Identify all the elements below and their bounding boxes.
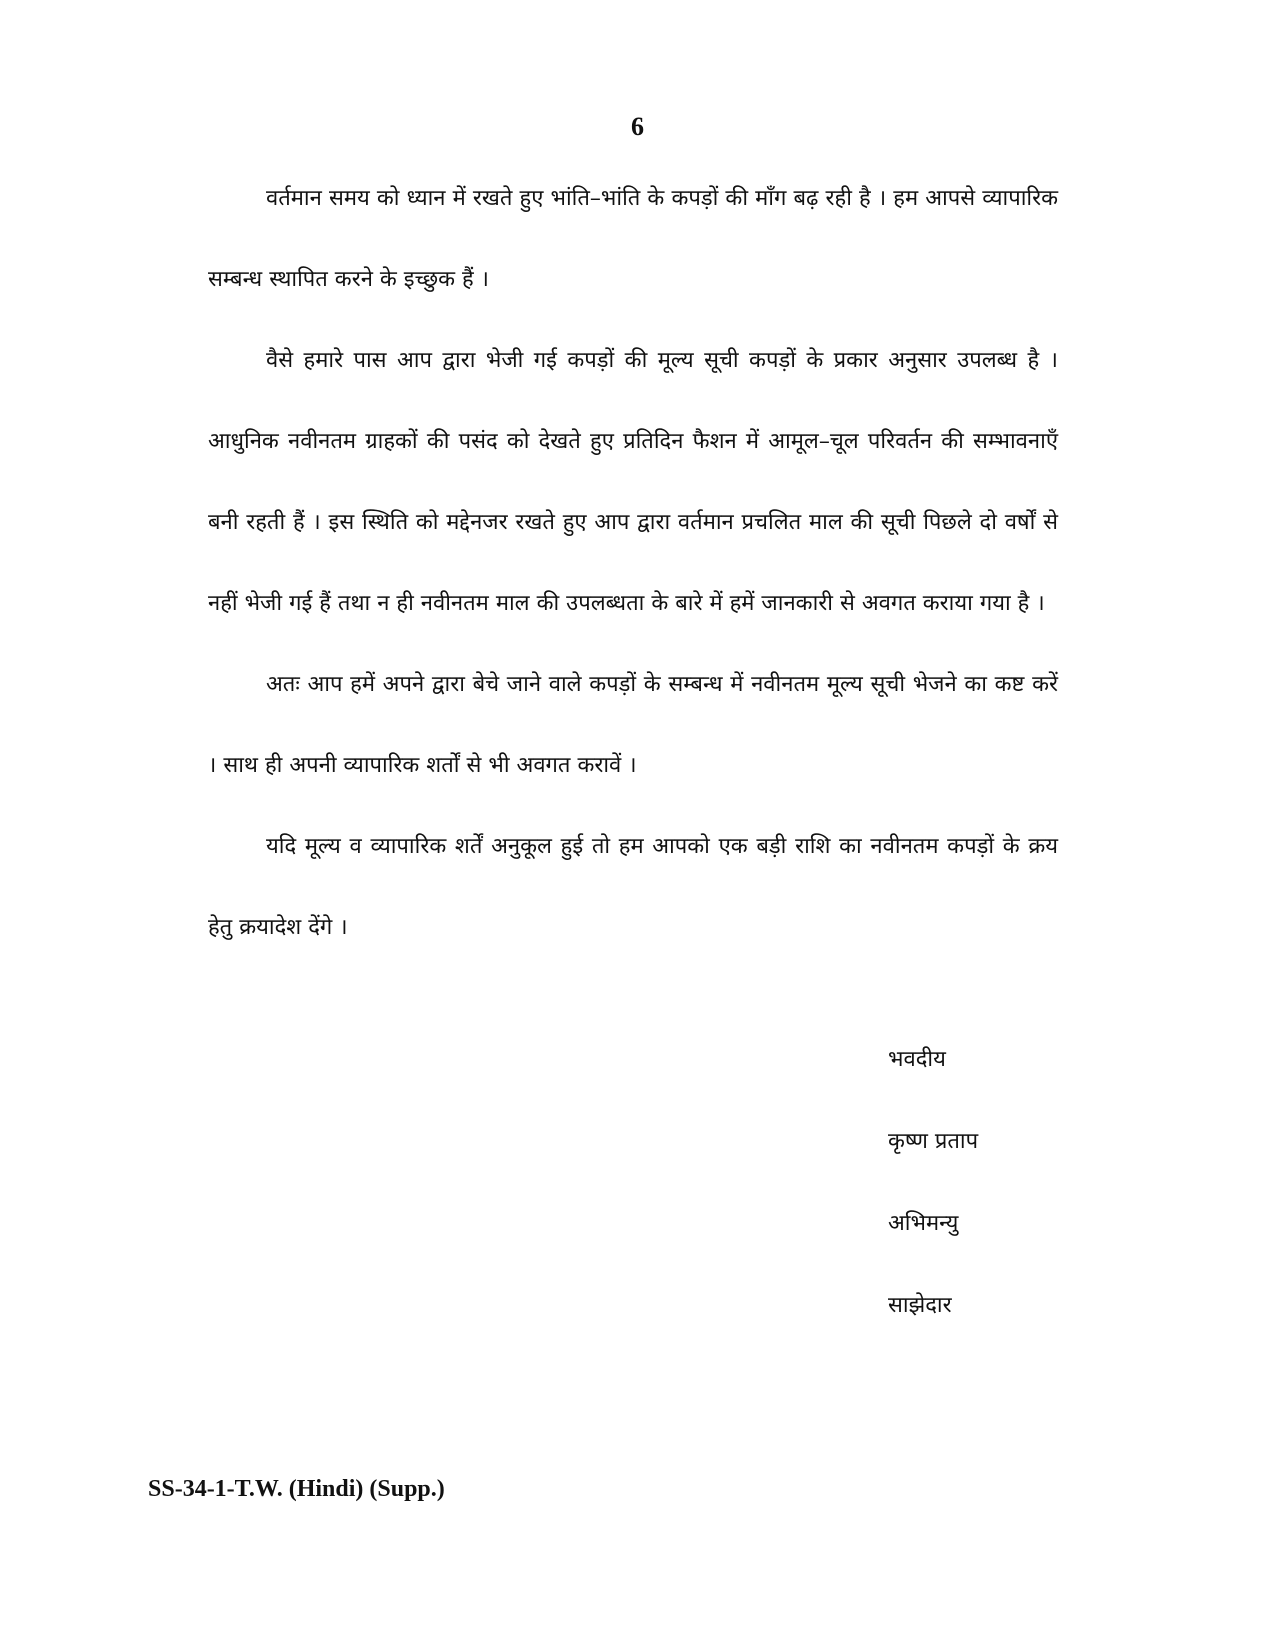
signatory-name-2: अभिमन्यु xyxy=(888,1211,959,1236)
paragraph-2: वैसे हमारे पास आप द्वारा भेजी गई कपड़ों की मूल्य सूची कपड़ों के प्रकार अनुसार उपलब्ध है । आधुनिक नवीनतम ग्राहकों की पसंद को देखते हुए प्रतिदिन फैशन में आमूल–चूल परिवर्तन की सम्भावनाएँ बनी रहती हैं । इस स्थिति को मद्देनजर रखते हुए आप द्वारा वर्तमान प्रचलित माल की सूची पिछले दो वर्षों से नहीं भेजी गई हैं तथा न ही नवीनतम माल की उपलब्धता के बारे में हमें जानकारी से अवगत कराया गया है । xyxy=(208,348,1058,616)
paragraph-4: यदि मूल्य व व्यापारिक शर्तें अनुकूल हुई तो हम आपको एक बड़ी राशि का नवीनतम कपड़ों के क्रय हेतु क्रयादेश देंगे । xyxy=(208,834,1058,940)
letter-closing xyxy=(888,1040,1188,1368)
page-number: 6 xyxy=(631,112,644,141)
paragraph-3: अतः आप हमें अपने द्वारा बेचे जाने वाले कपड़ों के सम्बन्ध में नवीनतम मूल्य सूची भेजने का कष्ट करें । साथ ही अपनी व्यापारिक शर्तों से भी अवगत करावें । xyxy=(208,672,1058,778)
letter-body xyxy=(208,158,1058,968)
signatory-name-1: कृष्ण प्रताप xyxy=(888,1129,979,1154)
salutation: भवदीय xyxy=(888,1047,946,1072)
paragraph-1: वर्तमान समय को ध्यान में रखते हुए भांति–भांति के कपड़ों की माँग बढ़ रही है । हम आपसे व्यापारिक सम्बन्ध स्थापित करने के इच्छुक हैं । xyxy=(208,186,1058,292)
designation: साझेदार xyxy=(888,1293,952,1318)
document-code: SS-34-1-T.W. (Hindi) (Supp.) xyxy=(148,1476,445,1502)
